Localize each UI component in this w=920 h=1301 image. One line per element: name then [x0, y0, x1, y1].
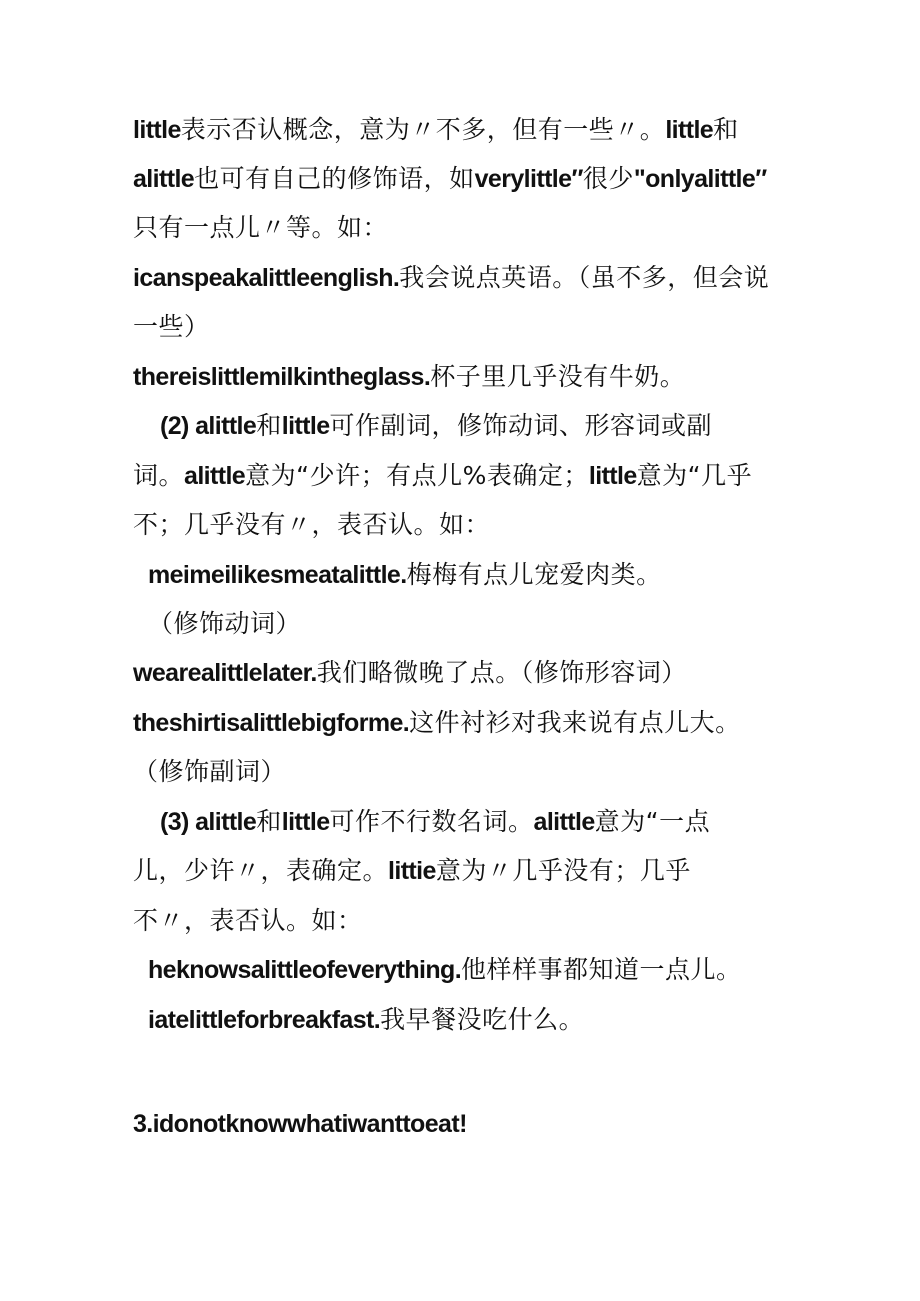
text: 不；几乎没有〃，表否认。如： — [133, 510, 491, 539]
translation: 我早餐没吃什么。 — [380, 1005, 585, 1034]
section-3-heading — [160, 805, 710, 839]
note: （修饰副词） — [133, 757, 287, 786]
text: 一些） — [133, 312, 210, 341]
translation: 我们略微晚了点。（修饰形容词） — [316, 658, 687, 687]
example-line — [133, 656, 687, 690]
text-line-2 — [133, 162, 767, 196]
translation: 这件衬衫对我来说有点儿大。 — [409, 708, 741, 737]
heading-3 — [133, 1107, 467, 1141]
term: little — [133, 116, 181, 144]
example-line — [133, 261, 769, 295]
text-line-9 — [133, 508, 490, 542]
text: 很少 — [582, 164, 634, 193]
heading-text: 3.idonotknowwhatiwanttoeat! — [133, 1110, 467, 1138]
example-sentence: theshirtisalittlebigforme. — [133, 709, 410, 737]
text: 意为“一点 — [594, 807, 711, 836]
term: little — [281, 808, 330, 836]
text: 词。 — [133, 461, 185, 490]
translation: 我会说点英语。（虽不多，但会说 — [399, 263, 770, 292]
text: 也可有自己的修饰语，如 — [194, 164, 475, 193]
text: 可作不行数名词。 — [329, 807, 534, 836]
translation: 杯子里几乎没有牛奶。 — [430, 362, 686, 391]
text-line-16 — [133, 854, 691, 888]
text: 只有一点儿〃等。如： — [133, 213, 389, 242]
term: verylittle″ — [474, 165, 583, 193]
example-sentence: iatelittleforbreakfast. — [148, 1006, 381, 1034]
text-line-8 — [133, 459, 752, 493]
note-line — [133, 755, 286, 789]
term: "onlyalittle″ — [633, 165, 767, 193]
term: littie — [388, 857, 436, 885]
text-line-5 — [133, 310, 210, 344]
term: alittle — [533, 808, 595, 836]
text-line-1 — [133, 113, 739, 147]
text: 意为“少许；有点儿%表确定； — [245, 461, 589, 490]
term: alittle — [133, 165, 195, 193]
term: little — [281, 412, 330, 440]
translation: 梅梅有点儿宠爱肉类。 — [406, 560, 662, 589]
example-line — [148, 1003, 584, 1037]
example-sentence: heknowsalittleofeverything. — [148, 956, 462, 984]
text: 表示否认概念，意为〃不多，但有一些〃。 — [180, 115, 666, 144]
text: 和 — [713, 115, 739, 144]
example-sentence: icanspeakalittleenglish. — [133, 264, 400, 292]
text-line-3 — [133, 211, 388, 245]
text: 和 — [256, 807, 282, 836]
text-line-17 — [133, 904, 363, 938]
example-sentence: thereislittlemilkintheglass. — [133, 363, 431, 391]
term: alittle — [184, 462, 246, 490]
text: 可作副词，修饰动词、形容词或副 — [329, 411, 713, 440]
example-line — [133, 706, 741, 740]
translation: 他样样事都知道一点儿。 — [461, 955, 742, 984]
term: (3) alittle — [160, 808, 257, 836]
example-line — [148, 953, 742, 987]
note: （修饰动词） — [148, 609, 302, 638]
text: 和 — [256, 411, 282, 440]
text: 儿，少许〃，表确定。 — [133, 856, 389, 885]
text: 意为“几乎 — [636, 461, 753, 490]
example-line — [133, 360, 685, 394]
term: little — [588, 462, 637, 490]
term: (2) alittle — [160, 412, 257, 440]
example-line — [148, 558, 662, 592]
text: 不〃，表否认。如： — [133, 906, 363, 935]
note-line — [148, 607, 301, 641]
term: little — [665, 116, 714, 144]
example-sentence: wearealittlelater. — [133, 659, 317, 687]
section-2-heading — [160, 409, 712, 443]
example-sentence: meimeilikesmeatalittle. — [148, 561, 407, 589]
text: 意为〃几乎没有；几乎 — [435, 856, 691, 885]
